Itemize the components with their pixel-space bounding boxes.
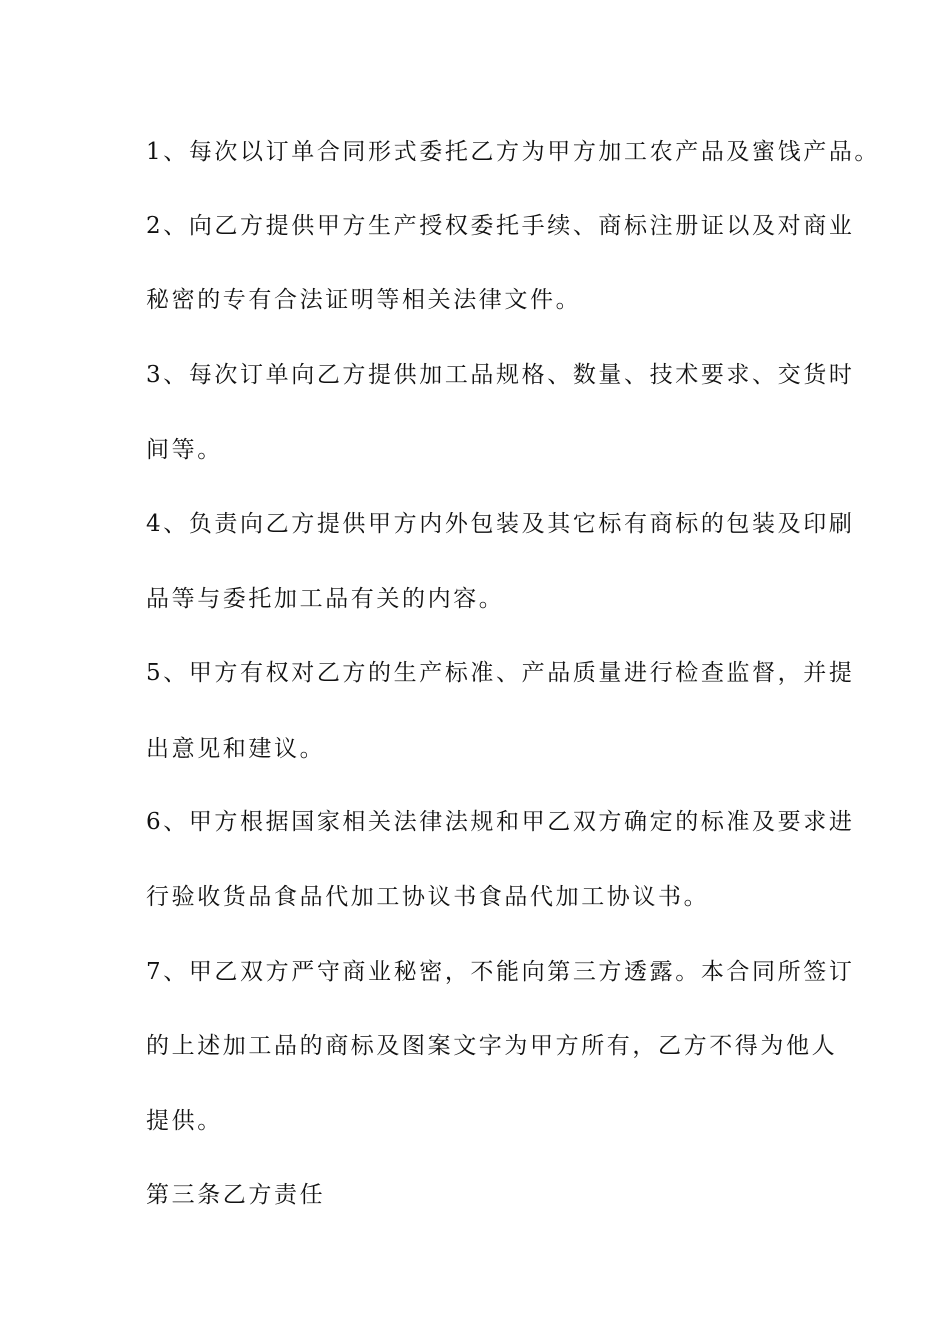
clause-1-line-1: 1、每次以订单合同形式委托乙方为甲方加工农产品及蜜饯产品。 bbox=[146, 139, 881, 165]
section-heading-party-b-responsibilities: 第三条乙方责任 bbox=[146, 1182, 326, 1208]
clause-7-line-1: 7、甲乙双方严守商业秘密，不能向第三方透露。本合同所签订 bbox=[146, 959, 855, 985]
clause-4-line-2: 品等与委托加工品有关的内容。 bbox=[146, 586, 505, 612]
clause-3-line-1: 3、每次订单向乙方提供加工品规格、数量、技术要求、交货时 bbox=[146, 362, 855, 388]
clause-6-line-2: 行验收货品食品代加工协议书食品代加工协议书。 bbox=[146, 884, 710, 910]
clause-7-line-3: 提供。 bbox=[146, 1108, 223, 1134]
clause-7-line-2: 的上述加工品的商标及图案文字为甲方所有，乙方不得为他人 bbox=[146, 1033, 838, 1059]
clause-3-line-2: 间等。 bbox=[146, 437, 223, 463]
clause-6-line-1: 6、甲方根据国家相关法律法规和甲乙双方确定的标准及要求进 bbox=[146, 809, 855, 835]
clause-5-line-2: 出意见和建议。 bbox=[146, 736, 326, 762]
clause-2-line-2: 秘密的专有合法证明等相关法律文件。 bbox=[146, 287, 582, 313]
clause-4-line-1: 4、负责向乙方提供甲方内外包装及其它标有商标的包装及印刷 bbox=[146, 511, 855, 537]
clause-2-line-1: 2、向乙方提供甲方生产授权委托手续、商标注册证以及对商业 bbox=[146, 213, 855, 239]
clause-5-line-1: 5、甲方有权对乙方的生产标准、产品质量进行检查监督，并提 bbox=[146, 660, 855, 686]
